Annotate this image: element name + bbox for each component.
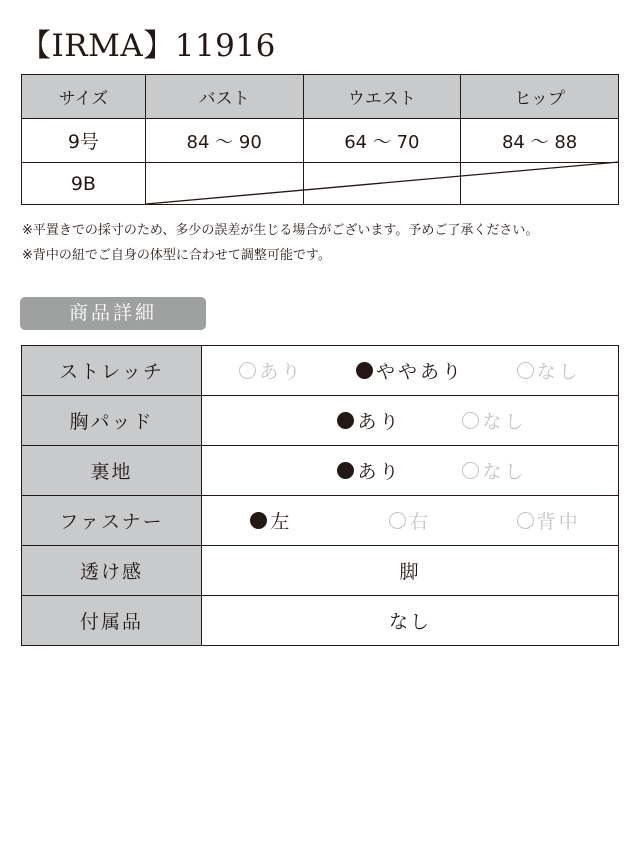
header-size: サイズ — [22, 75, 146, 119]
table-row — [22, 546, 619, 596]
option-label: 左 — [270, 511, 293, 533]
bust-cell: 84 〜 90 — [145, 119, 303, 163]
waist-cell: 64 〜 70 — [303, 119, 461, 163]
filled-circle-icon — [337, 412, 354, 429]
option-label: なし — [536, 361, 581, 383]
bust-cell — [145, 163, 303, 205]
option-label: あり — [357, 461, 402, 483]
option — [202, 507, 341, 534]
waist-cell — [303, 163, 461, 205]
detail-label: 胸パッド — [22, 396, 202, 446]
filled-circle-icon — [356, 362, 373, 379]
detail-values — [202, 396, 619, 446]
table-row — [22, 396, 619, 446]
option-label: ややあり — [375, 361, 464, 383]
detail-label: 透け感 — [22, 546, 202, 596]
header-waist: ウエスト — [303, 75, 461, 119]
option-label: なし — [482, 411, 527, 433]
table-row — [22, 119, 619, 163]
detail-label: ファスナー — [22, 496, 202, 546]
detail-value: 脚 — [202, 546, 619, 596]
empty-circle-icon — [389, 512, 406, 529]
header-bust: バスト — [145, 75, 303, 119]
table-row — [22, 446, 619, 496]
hip-cell — [461, 163, 619, 205]
filled-circle-icon — [337, 462, 354, 479]
option — [341, 507, 480, 534]
empty-circle-icon — [462, 462, 479, 479]
table-row — [22, 346, 619, 396]
empty-circle-icon — [517, 362, 534, 379]
detail-label: 付属品 — [22, 596, 202, 646]
note-line: ※平置きでの採寸のため、多少の誤差が生じる場合がございます。予めご了承ください。 — [22, 223, 539, 238]
option-label: 右 — [408, 511, 431, 533]
size-table — [21, 74, 619, 205]
option — [307, 457, 432, 484]
size-table-header-row — [22, 75, 619, 119]
option-label: あり — [259, 361, 304, 383]
detail-values — [202, 496, 619, 546]
detail-values — [202, 446, 619, 496]
detail-table — [21, 345, 619, 646]
table-row — [22, 496, 619, 546]
section-label: 商品詳細 — [20, 297, 206, 330]
page-title: 【IRMA】11916 — [20, 28, 276, 64]
header-hip: ヒップ — [461, 75, 619, 119]
option — [479, 357, 618, 384]
notes — [22, 218, 538, 268]
option — [479, 507, 618, 534]
hip-cell: 84 〜 88 — [461, 119, 619, 163]
note-line: ※背中の紐でご自身の体型に合わせて調整可能です。 — [22, 248, 331, 263]
detail-label: ストレッチ — [22, 346, 202, 396]
table-row — [22, 596, 619, 646]
detail-value: なし — [202, 596, 619, 646]
size-name-cell: 9B — [22, 163, 146, 205]
filled-circle-icon — [250, 512, 267, 529]
size-name-cell: 9号 — [22, 119, 146, 163]
option — [341, 357, 480, 384]
option — [432, 457, 557, 484]
option — [432, 407, 557, 434]
option-label: 背中 — [536, 511, 581, 533]
empty-circle-icon — [239, 362, 256, 379]
empty-circle-icon — [462, 412, 479, 429]
option-label: あり — [357, 411, 402, 433]
option — [307, 407, 432, 434]
option — [202, 357, 341, 384]
option-label: なし — [482, 461, 527, 483]
table-row — [22, 163, 619, 205]
empty-circle-icon — [517, 512, 534, 529]
detail-label: 裏地 — [22, 446, 202, 496]
detail-values — [202, 346, 619, 396]
